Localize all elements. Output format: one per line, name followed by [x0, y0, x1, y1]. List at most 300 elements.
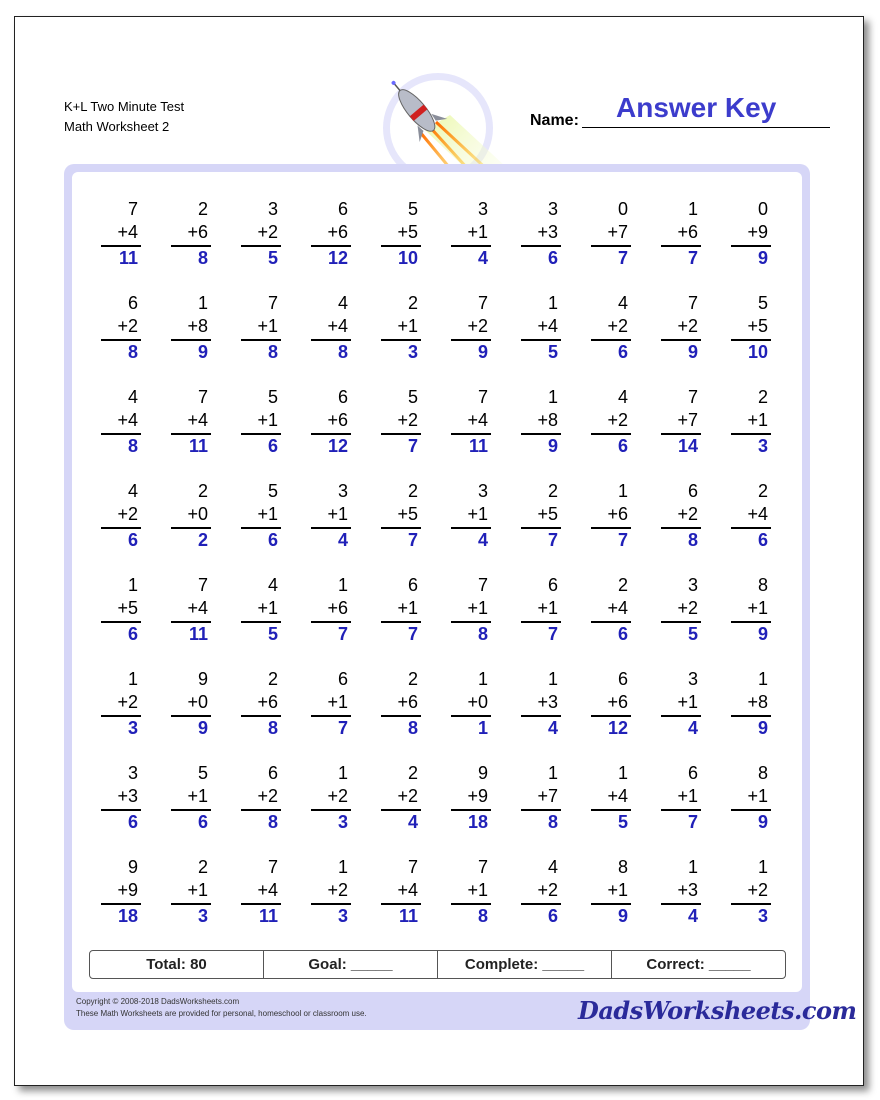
addend-top: 4: [617, 293, 628, 313]
answer: 3: [127, 718, 138, 738]
addend-bottom: +1: [187, 880, 208, 900]
addend-bottom: +2: [677, 504, 698, 524]
addend-top: 7: [687, 387, 698, 407]
addend-bottom: +1: [537, 598, 558, 618]
addend-bottom: +9: [747, 222, 768, 242]
addition-problem: [521, 668, 561, 739]
addend-top: 6: [127, 293, 138, 313]
answer: 7: [617, 248, 628, 268]
addend-top: 2: [407, 481, 418, 501]
answer: 6: [757, 530, 768, 550]
addend-bottom: +2: [747, 880, 768, 900]
addend-bottom: +1: [607, 880, 628, 900]
answer: 9: [757, 248, 768, 268]
addition-problem: [171, 574, 211, 645]
addition-problem: [171, 198, 211, 269]
addend-top: 1: [127, 575, 138, 595]
addend-bottom: +5: [397, 222, 418, 242]
addend-top: 1: [477, 669, 488, 689]
addend-top: 0: [617, 199, 628, 219]
answer-key-label: Answer Key: [616, 92, 777, 123]
answer: 9: [687, 342, 698, 362]
usage-notice: These Math Worksheets are provided for personal, homeschool or classroom use.: [76, 1009, 367, 1018]
addend-top: 1: [617, 763, 628, 783]
addend-top: 3: [547, 199, 558, 219]
addend-bottom: +9: [467, 786, 488, 806]
answer: 10: [397, 248, 418, 268]
answer: 6: [127, 530, 138, 550]
addend-top: 8: [617, 857, 628, 877]
addend-top: 1: [547, 763, 558, 783]
addend-top: 3: [337, 481, 348, 501]
addend-top: 4: [267, 575, 278, 595]
answer: 8: [687, 530, 698, 550]
answer: 1: [477, 718, 488, 738]
addend-bottom: +2: [257, 786, 278, 806]
answer: 8: [547, 812, 558, 832]
addend-top: 1: [547, 669, 558, 689]
addend-bottom: +2: [397, 786, 418, 806]
addend-bottom: +2: [117, 316, 138, 336]
addition-problem: [311, 762, 351, 833]
addend-bottom: +4: [397, 880, 418, 900]
addend-bottom: +3: [677, 880, 698, 900]
addend-top: 6: [337, 199, 348, 219]
answer: 11: [188, 436, 208, 456]
answer: 8: [267, 342, 278, 362]
name-label: Name:: [530, 112, 579, 129]
addend-bottom: +6: [327, 598, 348, 618]
answer: 7: [687, 812, 698, 832]
addition-problem: [731, 198, 771, 269]
addition-problem: [731, 292, 771, 363]
name-field-line[interactable]: [582, 127, 830, 128]
addend-bottom: +1: [397, 316, 418, 336]
addition-problem: [241, 762, 281, 833]
addend-bottom: +6: [257, 692, 278, 712]
addend-bottom: +1: [257, 410, 278, 430]
addend-bottom: +1: [747, 598, 768, 618]
addend-top: 2: [407, 763, 418, 783]
addition-problem: [591, 574, 631, 645]
answer: 6: [617, 342, 628, 362]
answer: 6: [547, 248, 558, 268]
addition-problem: [381, 292, 421, 363]
addend-bottom: +4: [257, 880, 278, 900]
addend-bottom: +2: [467, 316, 488, 336]
addend-top: 7: [197, 575, 208, 595]
addend-bottom: +3: [537, 692, 558, 712]
addend-top: 2: [197, 481, 208, 501]
addend-bottom: +1: [257, 598, 278, 618]
addition-problem: [731, 856, 771, 927]
addend-top: 2: [197, 199, 208, 219]
stats-bar: [89, 950, 786, 979]
addend-bottom: +4: [187, 598, 208, 618]
addend-bottom: +2: [537, 880, 558, 900]
correct-cell: Correct: _____: [611, 951, 785, 978]
total-cell: Total: 80: [146, 956, 207, 973]
addend-top: 7: [267, 293, 278, 313]
addition-problem: [451, 574, 491, 645]
answer: 12: [607, 718, 628, 738]
addend-bottom: +7: [677, 410, 698, 430]
addend-bottom: +2: [117, 504, 138, 524]
footer-copyright: [76, 996, 367, 1020]
addition-problem: [311, 856, 351, 927]
addition-problem: [171, 668, 211, 739]
addend-top: 4: [547, 857, 558, 877]
answer: 3: [197, 906, 208, 926]
addend-top: 6: [337, 669, 348, 689]
addend-bottom: +4: [467, 410, 488, 430]
addend-bottom: +2: [327, 880, 348, 900]
addend-bottom: +1: [747, 410, 768, 430]
addend-bottom: +9: [117, 880, 138, 900]
addition-problem: [381, 856, 421, 927]
answer: 2: [197, 530, 208, 550]
addition-problem: [311, 668, 351, 739]
addition-problem: [731, 668, 771, 739]
answer: 7: [407, 436, 418, 456]
brand-logo: DadsWorksheets.com: [578, 996, 857, 1025]
addend-top: 2: [757, 387, 768, 407]
addend-top: 7: [477, 387, 488, 407]
answer: 4: [407, 812, 418, 832]
addition-problem: [101, 574, 141, 645]
addition-problem: [591, 480, 631, 551]
answer: 3: [337, 812, 348, 832]
addend-top: 7: [477, 857, 488, 877]
addition-problem: [311, 574, 351, 645]
answer: 8: [477, 624, 488, 644]
addend-bottom: +1: [467, 222, 488, 242]
addition-problem: [101, 386, 141, 457]
addition-problem: [241, 198, 281, 269]
addend-top: 7: [477, 293, 488, 313]
addition-problem: [591, 856, 631, 927]
addend-bottom: +0: [187, 504, 208, 524]
addition-problem: [241, 668, 281, 739]
addend-top: 7: [477, 575, 488, 595]
addition-problem: [241, 574, 281, 645]
addend-top: 1: [337, 575, 348, 595]
addend-top: 1: [197, 293, 208, 313]
addend-bottom: +4: [117, 222, 138, 242]
addition-problem: [521, 292, 561, 363]
addend-top: 7: [407, 857, 418, 877]
answer: 6: [197, 812, 208, 832]
answer: 11: [258, 906, 278, 926]
answer: 9: [197, 342, 208, 362]
addition-problem: [171, 480, 211, 551]
addend-top: 6: [617, 669, 628, 689]
answer: 6: [547, 906, 558, 926]
addend-top: 5: [197, 763, 208, 783]
answer: 11: [188, 624, 208, 644]
addend-bottom: +0: [467, 692, 488, 712]
addend-top: 3: [687, 575, 698, 595]
addend-top: 7: [267, 857, 278, 877]
addend-top: 6: [337, 387, 348, 407]
addition-problem: [381, 480, 421, 551]
addend-top: 9: [477, 763, 488, 783]
answer: 8: [477, 906, 488, 926]
addend-top: 6: [687, 763, 698, 783]
addend-bottom: +1: [747, 786, 768, 806]
addition-problem: [101, 762, 141, 833]
addition-problem: [661, 386, 701, 457]
answer: 7: [687, 248, 698, 268]
answer: 8: [267, 718, 278, 738]
addend-bottom: +2: [607, 410, 628, 430]
addend-bottom: +5: [117, 598, 138, 618]
addend-bottom: +5: [747, 316, 768, 336]
addend-bottom: +5: [537, 504, 558, 524]
answer: 3: [757, 436, 768, 456]
addition-problem: [521, 762, 561, 833]
addend-top: 8: [757, 763, 768, 783]
addition-problem: [731, 480, 771, 551]
addition-problem: [171, 856, 211, 927]
addend-top: 2: [757, 481, 768, 501]
addend-bottom: +4: [187, 410, 208, 430]
addend-bottom: +6: [187, 222, 208, 242]
answer: 5: [547, 342, 558, 362]
addend-top: 1: [617, 481, 628, 501]
addition-problem: [101, 198, 141, 269]
addition-problem: [591, 292, 631, 363]
answer: 3: [337, 906, 348, 926]
answer: 7: [407, 530, 418, 550]
addend-bottom: +1: [467, 598, 488, 618]
addend-bottom: +7: [537, 786, 558, 806]
answer: 4: [687, 906, 698, 926]
addend-bottom: +4: [607, 786, 628, 806]
answer: 8: [337, 342, 348, 362]
answer: 9: [757, 624, 768, 644]
addition-problem: [241, 480, 281, 551]
answer: 10: [747, 342, 768, 362]
addition-problem: [381, 762, 421, 833]
title-line-2: Math Worksheet 2: [64, 119, 170, 134]
addend-bottom: +6: [327, 222, 348, 242]
addend-top: 6: [267, 763, 278, 783]
answer: 9: [477, 342, 488, 362]
addend-bottom: +3: [537, 222, 558, 242]
answer: 12: [327, 248, 348, 268]
addition-problem: [451, 480, 491, 551]
addend-top: 8: [757, 575, 768, 595]
answer: 12: [327, 436, 348, 456]
answer: 7: [547, 530, 558, 550]
addition-problem: [731, 762, 771, 833]
answer: 4: [547, 718, 558, 738]
addend-top: 1: [687, 857, 698, 877]
addition-problem: [451, 292, 491, 363]
addend-top: 6: [407, 575, 418, 595]
addition-problem: [311, 386, 351, 457]
addition-problem: [661, 480, 701, 551]
addend-bottom: +8: [187, 316, 208, 336]
addend-bottom: +2: [607, 316, 628, 336]
addend-bottom: +1: [467, 880, 488, 900]
addend-bottom: +1: [397, 598, 418, 618]
addition-problem: [101, 480, 141, 551]
addend-bottom: +4: [327, 316, 348, 336]
addend-top: 5: [267, 481, 278, 501]
answer: 4: [477, 530, 488, 550]
addend-top: 6: [547, 575, 558, 595]
addend-top: 7: [127, 199, 138, 219]
answer: 6: [127, 812, 138, 832]
addend-top: 4: [127, 387, 138, 407]
addend-bottom: +8: [747, 692, 768, 712]
addition-problem: [451, 386, 491, 457]
addend-bottom: +6: [677, 222, 698, 242]
addition-problem: [661, 762, 701, 833]
addition-problem: [591, 668, 631, 739]
addend-bottom: +3: [117, 786, 138, 806]
addend-top: 1: [337, 763, 348, 783]
addend-bottom: +1: [467, 504, 488, 524]
answer: 8: [407, 718, 418, 738]
addend-bottom: +6: [327, 410, 348, 430]
worksheet-title: [64, 97, 184, 137]
addition-problem: [731, 386, 771, 457]
addend-top: 4: [337, 293, 348, 313]
addend-bottom: +1: [187, 786, 208, 806]
addend-bottom: +4: [607, 598, 628, 618]
addition-problem: [521, 574, 561, 645]
addition-problem: [241, 386, 281, 457]
answer: 11: [468, 436, 488, 456]
addend-bottom: +2: [257, 222, 278, 242]
addition-problem: [311, 198, 351, 269]
addend-top: 3: [477, 199, 488, 219]
addend-bottom: +2: [677, 316, 698, 336]
addend-top: 1: [687, 199, 698, 219]
addend-top: 5: [757, 293, 768, 313]
answer: 9: [757, 812, 768, 832]
addition-problem: [241, 856, 281, 927]
addend-top: 2: [197, 857, 208, 877]
answer: 5: [687, 624, 698, 644]
addend-bottom: +0: [187, 692, 208, 712]
addend-bottom: +8: [537, 410, 558, 430]
answer: 6: [617, 436, 628, 456]
addend-bottom: +2: [117, 692, 138, 712]
addend-top: 1: [127, 669, 138, 689]
addition-problem: [731, 574, 771, 645]
answer: 9: [197, 718, 208, 738]
copyright-text: Copyright © 2008-2018 DadsWorksheets.com: [76, 997, 240, 1006]
addition-problem: [241, 292, 281, 363]
addend-top: 5: [407, 387, 418, 407]
answer: 18: [467, 812, 488, 832]
answer: 9: [617, 906, 628, 926]
addend-top: 1: [757, 669, 768, 689]
answer: 7: [337, 718, 348, 738]
addend-bottom: +1: [677, 786, 698, 806]
addend-bottom: +4: [747, 504, 768, 524]
addend-bottom: +4: [537, 316, 558, 336]
addition-problem: [381, 386, 421, 457]
addend-top: 1: [757, 857, 768, 877]
answer: 6: [617, 624, 628, 644]
addition-problem: [661, 856, 701, 927]
addend-bottom: +6: [607, 692, 628, 712]
answer: 6: [267, 530, 278, 550]
addition-problem: [451, 762, 491, 833]
addition-problem: [521, 856, 561, 927]
answer: 3: [757, 906, 768, 926]
answer: 9: [547, 436, 558, 456]
answer: 7: [337, 624, 348, 644]
addend-bottom: +2: [327, 786, 348, 806]
addition-problem: [661, 198, 701, 269]
addend-top: 5: [267, 387, 278, 407]
answer: 18: [117, 906, 138, 926]
addend-bottom: +1: [257, 316, 278, 336]
answer: 11: [398, 906, 418, 926]
answer: 4: [477, 248, 488, 268]
complete-cell: Complete: _____: [437, 951, 611, 978]
addition-problem: [101, 668, 141, 739]
addition-problem: [521, 386, 561, 457]
answer: 4: [687, 718, 698, 738]
addition-problem: [451, 668, 491, 739]
addition-problem: [661, 574, 701, 645]
addend-top: 1: [547, 293, 558, 313]
addend-bottom: +1: [327, 692, 348, 712]
addition-problem: [661, 292, 701, 363]
addend-top: 0: [757, 199, 768, 219]
answer: 8: [267, 812, 278, 832]
addend-top: 2: [407, 293, 418, 313]
addition-problem: [311, 480, 351, 551]
addition-problem: [171, 292, 211, 363]
answer: 5: [267, 248, 278, 268]
addend-top: 9: [127, 857, 138, 877]
answer: 5: [267, 624, 278, 644]
answer: 14: [677, 436, 698, 456]
addend-top: 3: [267, 199, 278, 219]
answer: 7: [547, 624, 558, 644]
addend-bottom: +1: [677, 692, 698, 712]
addend-top: 2: [547, 481, 558, 501]
addend-top: 4: [127, 481, 138, 501]
goal-cell: Goal: _____: [263, 951, 437, 978]
addend-bottom: +2: [677, 598, 698, 618]
addition-problem: [521, 198, 561, 269]
addition-problem: [591, 386, 631, 457]
addend-top: 2: [407, 669, 418, 689]
addition-problem: [591, 198, 631, 269]
addition-problem: [381, 668, 421, 739]
answer: 7: [617, 530, 628, 550]
addition-problem: [381, 574, 421, 645]
answer: 3: [407, 342, 418, 362]
answer: 8: [127, 342, 138, 362]
addend-top: 3: [687, 669, 698, 689]
answer: 6: [127, 624, 138, 644]
addend-bottom: +6: [397, 692, 418, 712]
addend-top: 7: [197, 387, 208, 407]
addition-problem: [451, 198, 491, 269]
answer: 7: [407, 624, 418, 644]
addend-top: 4: [617, 387, 628, 407]
